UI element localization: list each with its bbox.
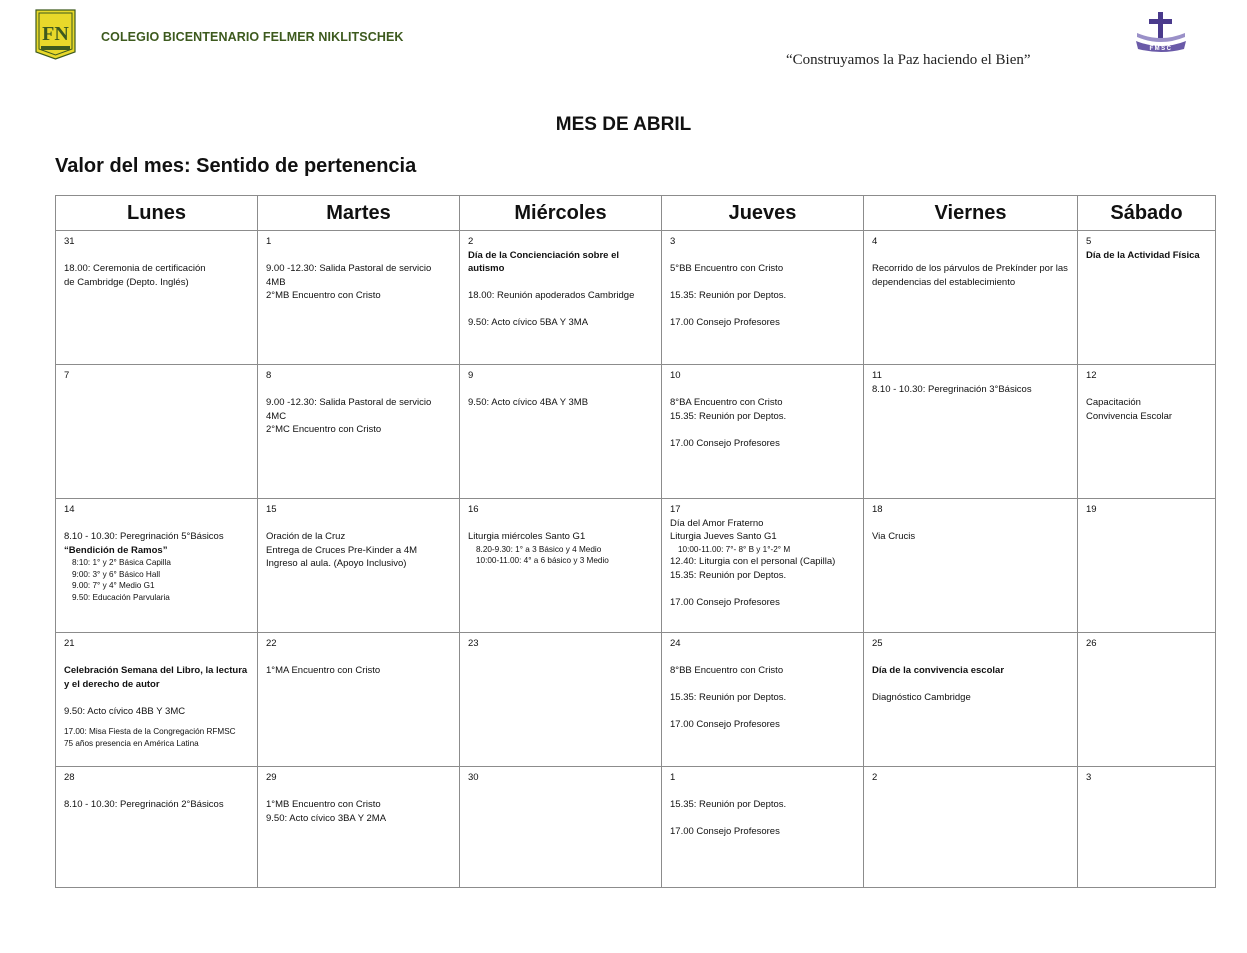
spacer (64, 249, 249, 263)
spacer (670, 651, 855, 665)
event-text: Día del Amor Fraterno (670, 517, 764, 529)
day-number: 9 (468, 370, 474, 381)
day-header-jueves: Jueves (662, 196, 864, 231)
event-text: 9.50: Educación Parvularia (72, 592, 170, 602)
month-title: MES DE ABRIL (555, 114, 692, 135)
spacer (670, 582, 855, 596)
event-text: 9:00: 3° y 6° Básico Hall (72, 569, 161, 579)
day-cell (1078, 499, 1216, 633)
day-number: 30 (468, 772, 479, 783)
event-text: 10:00-11.00: 7°- 8° B y 1°-2° M (678, 544, 791, 554)
event-text: 15.35: Reunión por Deptos. (670, 410, 787, 422)
day-cell (56, 365, 258, 499)
day-cell (1078, 633, 1216, 767)
day-number: 19 (1086, 504, 1097, 515)
day-cell (864, 767, 1078, 888)
congregation-initials: FMSC (1149, 46, 1173, 52)
week-row (56, 767, 1216, 888)
event-text: 8.10 - 10.30: Peregrinación 5°Básicos (64, 531, 224, 542)
spacer (266, 383, 451, 397)
day-number: 11 (872, 370, 882, 381)
spacer (266, 517, 451, 531)
day-number: 16 (468, 504, 479, 515)
day-number: 8 (266, 370, 272, 381)
crest-initials: FN (42, 23, 69, 45)
event-text: 8°BA Encuentro con Cristo (670, 397, 783, 408)
event-text: 10:00-11.00: 4° a 6 básico y 3 Medio (476, 556, 609, 565)
event-text: 9.50: Acto cívico 4BB Y 3MC (64, 705, 186, 717)
day-cell (258, 499, 460, 633)
day-number: 28 (64, 772, 75, 783)
day-number: 10 (670, 370, 681, 381)
event-text: “Bendición de Ramos” (64, 544, 168, 556)
event-text: 8:10: 1° y 2° Básica Capilla (72, 558, 171, 567)
day-cell (258, 767, 460, 888)
spacer (670, 383, 855, 397)
event-text: Capacitación (1086, 397, 1141, 408)
event-text: 15.35: Reunión por Deptos. (670, 290, 787, 301)
day-cell (56, 767, 258, 888)
spacer (266, 651, 451, 665)
spacer (670, 249, 855, 263)
event-text: Convivencia Escolar (1086, 410, 1173, 422)
event-text: 1°MA Encuentro con Cristo (266, 665, 381, 676)
spacer (670, 678, 855, 692)
value-of-month: Valor del mes: Sentido de pertenencia (55, 155, 417, 177)
event-text: de Cambridge (Depto. Inglés) (64, 276, 189, 288)
week-row (56, 365, 1216, 499)
event-text: 15.35: Reunión por Deptos. (670, 569, 787, 581)
spacer (266, 249, 451, 263)
day-header-lunes: Lunes (56, 196, 258, 231)
day-number: 1 (670, 772, 676, 783)
day-number: 24 (670, 638, 681, 649)
day-number: 2 (872, 772, 878, 783)
event-text: Diagnóstico Cambridge (872, 692, 971, 703)
day-cell (864, 499, 1078, 633)
day-number: 15 (266, 504, 277, 515)
day-cell (258, 231, 460, 365)
event-text: 8.10 - 10.30: Peregrinación 2°Básicos (64, 799, 224, 810)
day-cell (662, 365, 864, 499)
day-number: 21 (64, 638, 75, 649)
day-cell (258, 633, 460, 767)
spacer (872, 678, 1069, 692)
spacer (64, 785, 249, 799)
day-cell (258, 365, 460, 499)
event-text: 17.00 Consejo Profesores (670, 596, 780, 608)
event-text: 9.00 -12.30: Salida Pastoral de servicio 4MC (266, 397, 434, 422)
day-number: 3 (1086, 772, 1092, 783)
event-text: 17.00 Consejo Profesores (670, 437, 780, 449)
day-number: 3 (670, 236, 676, 247)
event-text: 17.00 Consejo Profesores (670, 719, 780, 730)
spacer (266, 785, 451, 799)
day-cell (460, 499, 662, 633)
event-text: 2°MB Encuentro con Cristo (266, 290, 381, 301)
event-text: 8.10 - 10.30: Peregrinación 3°Básicos (872, 383, 1032, 395)
event-text: 9.50: Acto cívico 3BA Y 2MA (266, 812, 387, 824)
event-text: Día de la Actividad Física (1086, 249, 1200, 261)
day-header-miercoles: Miércoles (460, 196, 662, 231)
spacer (64, 651, 249, 665)
event-text: 9.50: Acto cívico 4BA Y 3MB (468, 397, 589, 408)
school-name: COLEGIO BICENTENARIO FELMER NIKLITSCHEK (101, 30, 404, 44)
event-text: 9.00: 7° y 4° Medio G1 (72, 581, 155, 590)
week-row (56, 499, 1216, 633)
spacer (64, 718, 249, 726)
week-row (56, 633, 1216, 767)
day-cell (460, 767, 662, 888)
day-cell (662, 231, 864, 365)
day-number: 18 (872, 504, 883, 515)
day-header-viernes: Viernes (864, 196, 1078, 231)
spacer (468, 383, 653, 397)
day-header-martes: Martes (258, 196, 460, 231)
event-text: 15.35: Reunión por Deptos. (670, 692, 787, 703)
event-text: 18.00: Reunión apoderados Cambridge (468, 290, 635, 301)
event-text: Celebración Semana del Libro, la lectura y el derecho de autor (64, 665, 250, 690)
day-cell (56, 231, 258, 365)
spacer (872, 651, 1069, 665)
school-motto: “Construyamos la Paz haciendo el Bien” (786, 52, 1031, 68)
event-text: 18.00: Ceremonia de certificación (64, 263, 206, 274)
event-text: 15.35: Reunión por Deptos. (670, 799, 787, 810)
day-number: 2 (468, 236, 474, 247)
day-cell (864, 633, 1078, 767)
day-number: 1 (266, 236, 272, 247)
event-text: Día de la Concienciación sobre el autismo (468, 249, 622, 274)
event-text: 17.00 Consejo Profesores (670, 317, 780, 328)
event-text: 9.00 -12.30: Salida Pastoral de servicio 4MB (266, 263, 434, 288)
event-text: 17.00: Misa Fiesta de la Congregación RFMSC (64, 727, 236, 736)
spacer (670, 423, 855, 437)
day-cell (662, 767, 864, 888)
day-number: 4 (872, 236, 878, 247)
spacer (468, 303, 653, 317)
congregation-cross-logo (1134, 11, 1188, 55)
spacer (670, 276, 855, 290)
event-text: Oración de la Cruz (266, 531, 346, 542)
day-cell (460, 231, 662, 365)
spacer (670, 705, 855, 719)
day-cell (460, 633, 662, 767)
event-text: 2°MC Encuentro con Cristo (266, 424, 382, 435)
day-number: 12 (1086, 370, 1097, 381)
spacer (670, 303, 855, 317)
spacer (468, 517, 653, 531)
event-text: 8.20-9.30: 1° a 3 Básico y 4 Medio (476, 544, 602, 554)
spacer (64, 691, 249, 705)
day-cell (1078, 365, 1216, 499)
day-number: 22 (266, 638, 277, 649)
event-text: 12.40: Liturgia con el personal (Capilla) (670, 556, 836, 567)
spacer (872, 517, 1069, 531)
day-number: 17 (670, 504, 681, 515)
day-cell (662, 499, 864, 633)
event-text: 5°BB Encuentro con Cristo (670, 263, 784, 274)
event-text: Ingreso al aula. (Apoyo Inclusivo) (266, 558, 407, 569)
day-number: 26 (1086, 638, 1097, 649)
event-text: 9.50: Acto cívico 5BA Y 3MA (468, 317, 589, 328)
day-cell (1078, 767, 1216, 888)
spacer (64, 517, 249, 531)
event-text: Recorrido de los párvulos de Prekínder por las dependencias del establecimiento (872, 263, 1071, 288)
spacer (468, 276, 653, 290)
day-number: 23 (468, 638, 479, 649)
monthly-calendar (55, 195, 1216, 888)
school-crest-logo (35, 9, 76, 60)
day-number: 5 (1086, 236, 1092, 247)
day-cell (56, 499, 258, 633)
event-text: Día de la convivencia escolar (872, 665, 1005, 676)
spacer (670, 812, 855, 826)
event-text: 1°MB Encuentro con Cristo (266, 799, 381, 810)
spacer (1086, 383, 1207, 397)
event-text: 75 años presencia en América Latina (64, 739, 199, 748)
event-text: 17.00 Consejo Profesores (670, 826, 780, 837)
week-row (56, 231, 1216, 365)
day-cell (864, 231, 1078, 365)
spacer (670, 785, 855, 799)
day-cell (1078, 231, 1216, 365)
day-number: 14 (64, 504, 75, 515)
day-number: 7 (64, 370, 70, 381)
day-cell (864, 365, 1078, 499)
spacer (872, 249, 1069, 263)
event-text: Entrega de Cruces Pre-Kinder a 4M (266, 544, 418, 556)
day-number: 31 (64, 236, 75, 247)
day-number: 25 (872, 638, 883, 649)
day-cell (56, 633, 258, 767)
day-number: 29 (266, 772, 277, 783)
event-text: Via Crucis (872, 531, 916, 542)
day-header-sabado: Sábado (1078, 196, 1216, 231)
day-cell (460, 365, 662, 499)
event-text: Liturgia miércoles Santo G1 (468, 531, 586, 542)
event-text: 8°BB Encuentro con Cristo (670, 665, 784, 676)
calendar-header-row (56, 196, 1216, 231)
day-cell (662, 633, 864, 767)
event-text: Liturgia Jueves Santo G1 (670, 531, 777, 542)
